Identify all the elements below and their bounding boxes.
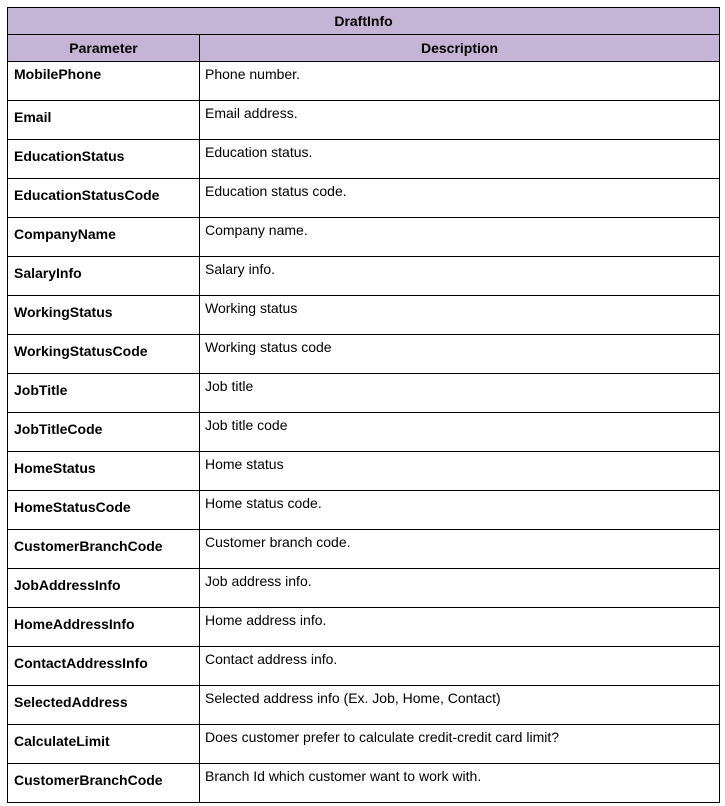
description-cell: Job title code: [205, 417, 288, 433]
description-cell: Does customer prefer to calculate credit-credit card limit?: [205, 729, 560, 745]
table-row: [8, 257, 719, 296]
description-cell: Customer branch code.: [205, 534, 351, 550]
description-cell: Working status: [205, 300, 298, 316]
description-cell: Education status.: [205, 144, 313, 160]
description-cell: Email address.: [205, 105, 298, 121]
description-cell: Job address info.: [205, 573, 312, 589]
table-row: [8, 569, 719, 608]
parameter-cell: HomeAddressInfo: [8, 608, 200, 646]
table-body: [8, 62, 719, 802]
parameter-cell: WorkingStatusCode: [8, 335, 200, 373]
description-cell: Education status code.: [205, 183, 347, 199]
table-row: [8, 335, 719, 374]
table-row: [8, 296, 719, 335]
parameter-cell: JobAddressInfo: [8, 569, 200, 607]
description-cell: Salary info.: [205, 261, 276, 277]
table-row: [8, 218, 719, 257]
parameter-cell: HomeStatusCode: [8, 491, 200, 529]
parameter-cell: SalaryInfo: [8, 257, 200, 295]
parameter-cell: CalculateLimit: [8, 725, 200, 763]
description-cell: Home status: [205, 456, 284, 472]
description-cell: Home address info.: [205, 612, 327, 628]
header-description: Description: [420, 40, 498, 56]
description-cell: Job title: [205, 378, 254, 394]
parameter-cell: Email: [8, 101, 200, 139]
parameter-cell: ContactAddressInfo: [8, 647, 200, 685]
parameter-cell: SelectedAddress: [8, 686, 200, 724]
draftinfo-table: [7, 7, 720, 803]
parameter-cell: MobilePhone: [8, 62, 200, 100]
description-cell: Selected address info (Ex. Job, Home, Contact): [205, 690, 501, 706]
description-cell: Working status code: [205, 339, 332, 355]
table-row: [8, 413, 719, 452]
table-row: [8, 140, 719, 179]
parameter-cell: WorkingStatus: [8, 296, 200, 334]
description-cell: Contact address info.: [205, 651, 338, 667]
table-row: [8, 101, 719, 140]
parameter-cell: CustomerBranchCode: [8, 764, 200, 802]
parameter-cell: JobTitle: [8, 374, 200, 412]
table-row: [8, 608, 719, 647]
table-row: [8, 764, 719, 802]
parameter-cell: CustomerBranchCode: [8, 530, 200, 568]
parameter-cell: EducationStatus: [8, 140, 200, 178]
table-header: [8, 35, 719, 62]
description-cell: Company name.: [205, 222, 308, 238]
parameter-cell: HomeStatus: [8, 452, 200, 490]
table-row: [8, 179, 719, 218]
table-row: [8, 530, 719, 569]
description-cell: Home status code.: [205, 495, 322, 511]
parameter-cell: CompanyName: [8, 218, 200, 256]
table-row: [8, 452, 719, 491]
table-row: [8, 62, 719, 101]
table-row: [8, 725, 719, 764]
parameter-cell: JobTitleCode: [8, 413, 200, 451]
header-parameter: Parameter: [8, 35, 200, 61]
parameter-cell: EducationStatusCode: [8, 179, 200, 217]
table-row: [8, 374, 719, 413]
table-row: [8, 491, 719, 530]
table-row: [8, 647, 719, 686]
description-cell: Branch Id which customer want to work with.: [205, 768, 482, 784]
description-cell: Phone number.: [205, 66, 300, 82]
table-row: [8, 686, 719, 725]
table-title: DraftInfo: [8, 8, 719, 35]
